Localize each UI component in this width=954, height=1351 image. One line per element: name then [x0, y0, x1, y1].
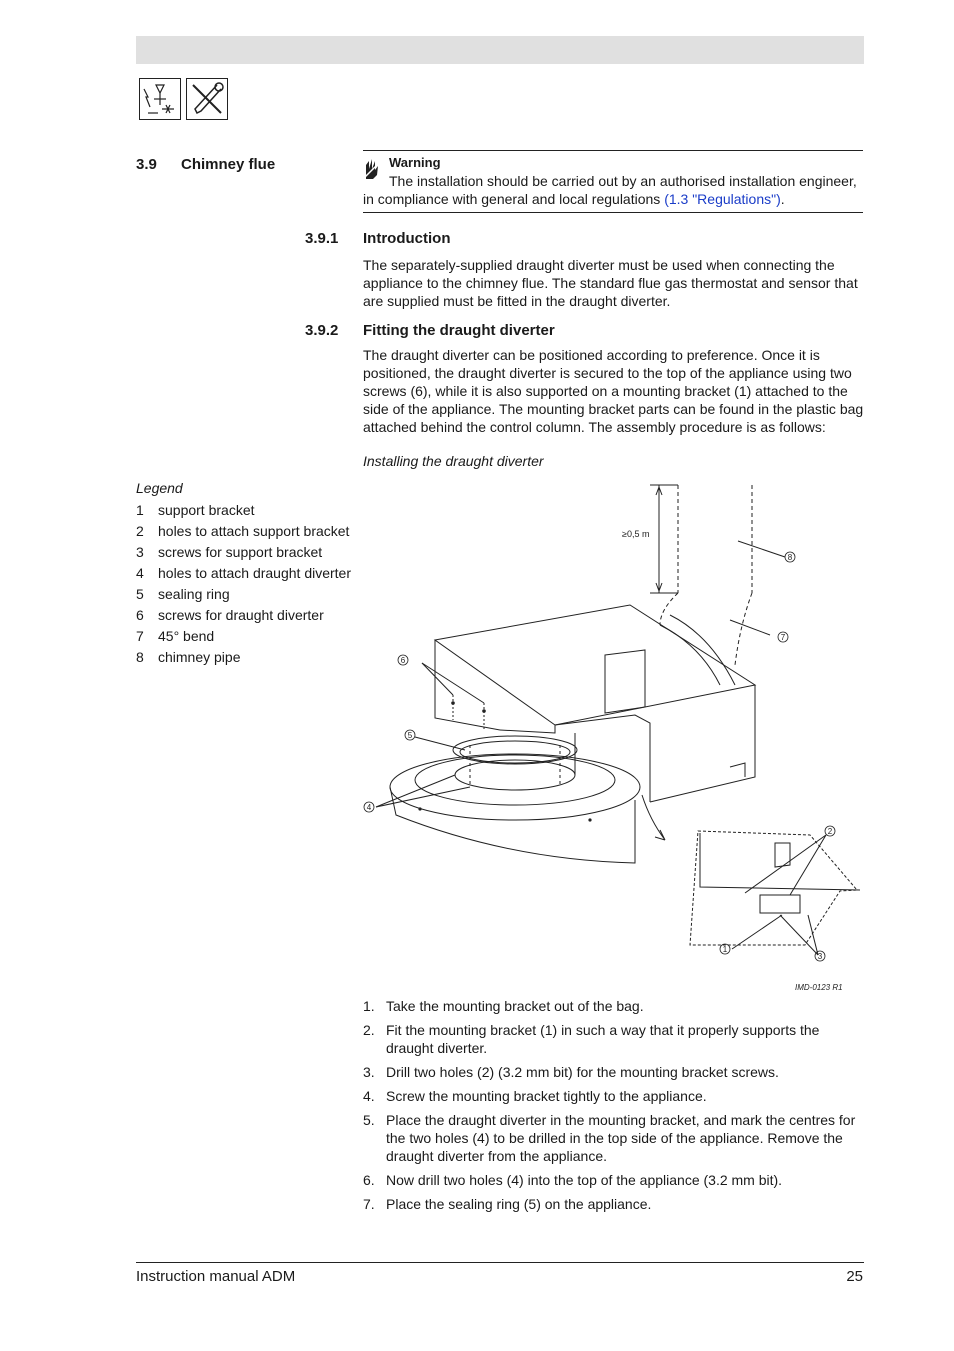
- footer-title: Instruction manual ADM: [136, 1268, 296, 1285]
- intro-title: Introduction: [363, 230, 451, 247]
- legend-item: 1 support bracket: [136, 502, 255, 518]
- callout-4-label: 4: [366, 803, 372, 812]
- step-item: 7. Place the sealing ring (5) on the appliance.: [363, 1196, 652, 1212]
- warning-bottom-rule: [363, 212, 863, 213]
- header-bar: [136, 36, 864, 64]
- step-item: 3. Drill two holes (2) (3.2 mm bit) for the mounting bracket screws.: [363, 1064, 779, 1080]
- warning-text: [363, 172, 863, 208]
- callout-1-label: 1: [722, 945, 728, 954]
- tools-icon: [186, 78, 228, 120]
- warning-text-end: .: [780, 191, 785, 207]
- fitting-number: 3.9.2: [305, 322, 339, 339]
- legend-item: 8 chimney pipe: [136, 649, 241, 665]
- callout-5-label: 5: [407, 731, 413, 740]
- installation-symbol-icon: [139, 78, 181, 120]
- legend-item: 4 holes to attach draught diverter: [136, 565, 352, 581]
- step-item: 4. Screw the mounting bracket tightly to the appliance.: [363, 1088, 707, 1104]
- legend-item: 2 holes to attach support bracket: [136, 523, 350, 539]
- figure-caption: Installing the draught diverter: [363, 453, 544, 469]
- legend-item: 5 sealing ring: [136, 586, 230, 602]
- fitting-body: The draught diverter can be positioned according to preference. Once it is positioned, the draught diverter is secured to the top of the appliance using two screws (6), while it is also supported on a mounting bracket (1) attached to the side of the appliance. The mounting bracket parts can be found in the plastic bag attached behind the control column. The assembly procedure is as follows:: [363, 347, 864, 435]
- regulations-link[interactable]: (1.3 "Regulations"): [664, 191, 781, 207]
- step-item: 1. Take the mounting bracket out of the bag.: [363, 998, 644, 1014]
- callout-7-label: 7: [780, 633, 786, 642]
- callout-8-label: 8: [787, 553, 793, 562]
- section-number: 3.9: [136, 156, 157, 173]
- dimension-label: ≥0,5 m: [622, 529, 650, 539]
- legend-item: 6 screws for draught diverter: [136, 607, 324, 623]
- legend-title: Legend: [136, 480, 183, 496]
- warning-text-body: The installation should be carried out by an authorised installation engineer, in compliance with general and local regulations: [363, 173, 857, 207]
- warning-heading: Warning: [389, 155, 441, 170]
- callout-2-label: 2: [827, 827, 833, 836]
- intro-number: 3.9.1: [305, 230, 339, 247]
- callout-6-label: 6: [400, 656, 406, 665]
- steps-list: [363, 997, 863, 1219]
- legend-item: 7 45° bend: [136, 628, 215, 644]
- step-item: 6. Now drill two holes (4) into the top of the appliance (3.2 mm bit).: [363, 1172, 783, 1188]
- footer-rule: [136, 1262, 864, 1263]
- draught-diverter-diagram: [360, 475, 865, 995]
- page-number: 25: [846, 1268, 863, 1285]
- intro-body: The separately-supplied draught diverter must be used when connecting the appliance to the chimney flue. The standard flue gas thermostat and sensor that are supplied must be fitted in the draught diverter.: [363, 257, 858, 309]
- warning-top-rule: [363, 150, 863, 151]
- figure-code: IMD-0123 R1: [795, 983, 843, 992]
- step-item: 2. Fit the mounting bracket (1) in such a way that it properly supports the draught diverter.: [363, 1022, 820, 1056]
- step-item: 5. Place the draught diverter in the mounting bracket, and mark the centres for the two holes (4) to be drilled in the top side of the appliance. Remove the draught diverter from the appliance.: [363, 1112, 856, 1164]
- legend-item: 3 screws for support bracket: [136, 544, 323, 560]
- fitting-title: Fitting the draught diverter: [363, 322, 555, 339]
- section-title: Chimney flue: [181, 156, 276, 173]
- legend-list: [136, 500, 366, 668]
- callout-3-label: 3: [817, 952, 823, 961]
